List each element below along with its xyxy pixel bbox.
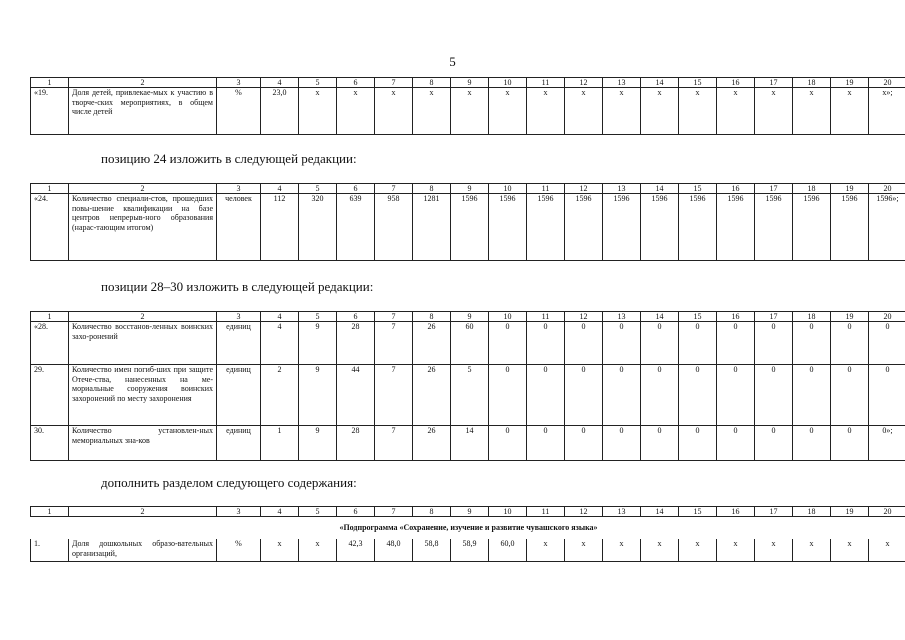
value-cell: 4 bbox=[261, 322, 299, 365]
row-number: «28. bbox=[31, 322, 69, 365]
value-cell: 5 bbox=[451, 365, 489, 426]
column-number: 14 bbox=[641, 78, 679, 88]
value-cell: 0 bbox=[527, 365, 565, 426]
value-cell: 1281 bbox=[413, 194, 451, 261]
value-cell: 23,0 bbox=[261, 88, 299, 135]
row-number: 29. bbox=[31, 365, 69, 426]
column-number: 12 bbox=[565, 78, 603, 88]
column-number: 13 bbox=[603, 312, 641, 322]
value-cell: 0 bbox=[755, 322, 793, 365]
column-number: 2 bbox=[69, 78, 217, 88]
heading-positions-28-30: позиции 28–30 изложить в следующей редакции: bbox=[101, 279, 374, 294]
value-cell: 44 bbox=[337, 365, 375, 426]
value-cell: 0 bbox=[831, 322, 869, 365]
column-number: 2 bbox=[69, 507, 217, 517]
heading-add-section: дополнить разделом следующего содержания: bbox=[101, 475, 357, 490]
value-cell: 639 bbox=[337, 194, 375, 261]
indicator-name: Доля дошкольных образо-вательных организаций, bbox=[69, 539, 217, 562]
value-cell: 26 bbox=[413, 426, 451, 461]
column-number: 19 bbox=[831, 507, 869, 517]
value-cell: 9 bbox=[299, 426, 337, 461]
value-cell: x bbox=[755, 539, 793, 562]
value-cell: 0»; bbox=[869, 426, 905, 461]
column-number: 8 bbox=[413, 78, 451, 88]
value-cell: 0 bbox=[679, 322, 717, 365]
column-number: 20 bbox=[869, 312, 905, 322]
column-number: 19 bbox=[831, 312, 869, 322]
value-cell: 0 bbox=[793, 426, 831, 461]
value-cell: x bbox=[641, 539, 679, 562]
column-number: 5 bbox=[299, 78, 337, 88]
value-cell: x bbox=[489, 88, 527, 135]
value-cell: 0 bbox=[717, 365, 755, 426]
value-cell: x bbox=[299, 539, 337, 562]
value-cell: 0 bbox=[755, 365, 793, 426]
unit-cell: единиц bbox=[217, 322, 261, 365]
value-cell: x bbox=[413, 88, 451, 135]
column-number: 10 bbox=[489, 507, 527, 517]
value-cell: x bbox=[793, 88, 831, 135]
table-position-24 bbox=[30, 183, 905, 261]
column-number-row bbox=[31, 78, 905, 88]
column-number: 10 bbox=[489, 312, 527, 322]
column-number: 19 bbox=[831, 78, 869, 88]
unit-cell: единиц bbox=[217, 365, 261, 426]
table-positions-28-30 bbox=[30, 311, 905, 461]
heading-position-24: позицию 24 изложить в следующей редакции: bbox=[101, 151, 357, 166]
value-cell: 1596 bbox=[755, 194, 793, 261]
column-number: 8 bbox=[413, 507, 451, 517]
value-cell: x bbox=[261, 539, 299, 562]
value-cell: 1596»; bbox=[869, 194, 905, 261]
value-cell: 0 bbox=[679, 365, 717, 426]
column-number: 3 bbox=[217, 184, 261, 194]
value-cell: x»; bbox=[869, 88, 905, 135]
value-cell: 28 bbox=[337, 426, 375, 461]
value-cell: 26 bbox=[413, 365, 451, 426]
value-cell: x bbox=[755, 88, 793, 135]
column-number: 7 bbox=[375, 507, 413, 517]
indicator-name: Количество восстанов-ленных воинских захо-ронений bbox=[69, 322, 217, 365]
column-number: 1 bbox=[31, 312, 69, 322]
value-cell: x bbox=[565, 88, 603, 135]
column-number: 5 bbox=[299, 184, 337, 194]
column-number: 14 bbox=[641, 312, 679, 322]
column-number: 17 bbox=[755, 312, 793, 322]
value-cell: 0 bbox=[755, 426, 793, 461]
column-number: 11 bbox=[527, 507, 565, 517]
column-number: 11 bbox=[527, 184, 565, 194]
column-number: 7 bbox=[375, 312, 413, 322]
value-cell: 0 bbox=[527, 426, 565, 461]
column-number: 6 bbox=[337, 78, 375, 88]
column-number: 2 bbox=[69, 312, 217, 322]
column-number: 12 bbox=[565, 184, 603, 194]
column-number: 9 bbox=[451, 78, 489, 88]
column-number: 16 bbox=[717, 78, 755, 88]
column-number: 3 bbox=[217, 507, 261, 517]
value-cell: 0 bbox=[603, 365, 641, 426]
value-cell: 1596 bbox=[451, 194, 489, 261]
value-cell: x bbox=[565, 539, 603, 562]
indicator-name: Количество установлен-ных мемориальных зна-ков bbox=[69, 426, 217, 461]
column-number: 18 bbox=[793, 78, 831, 88]
unit-cell: человек bbox=[217, 194, 261, 261]
value-cell: 0 bbox=[603, 426, 641, 461]
value-cell: 58,8 bbox=[413, 539, 451, 562]
column-number: 20 bbox=[869, 184, 905, 194]
value-cell: x bbox=[603, 88, 641, 135]
value-cell: x bbox=[869, 539, 905, 562]
row-number: 1. bbox=[31, 539, 69, 562]
column-number: 10 bbox=[489, 78, 527, 88]
value-cell: 0 bbox=[831, 426, 869, 461]
column-number: 6 bbox=[337, 184, 375, 194]
column-number: 4 bbox=[261, 78, 299, 88]
column-number: 15 bbox=[679, 184, 717, 194]
value-cell: 7 bbox=[375, 322, 413, 365]
table-row bbox=[31, 322, 905, 365]
column-number: 8 bbox=[413, 184, 451, 194]
value-cell: 1596 bbox=[717, 194, 755, 261]
column-number: 16 bbox=[717, 312, 755, 322]
column-number: 17 bbox=[755, 507, 793, 517]
column-number: 9 bbox=[451, 184, 489, 194]
column-number: 6 bbox=[337, 312, 375, 322]
column-number: 9 bbox=[451, 507, 489, 517]
column-number: 3 bbox=[217, 312, 261, 322]
value-cell: 0 bbox=[717, 426, 755, 461]
indicator-name: Количество имен погиб-ших при защите Отече-ства, нанесенных на ме-мориальные сооружения воинских захоронений по месту захоронения bbox=[69, 365, 217, 426]
table-new-subprogram bbox=[30, 506, 905, 562]
column-number: 13 bbox=[603, 184, 641, 194]
value-cell: 0 bbox=[793, 322, 831, 365]
table-row bbox=[31, 365, 905, 426]
column-number: 9 bbox=[451, 312, 489, 322]
table-row bbox=[31, 426, 905, 461]
value-cell: 2 bbox=[261, 365, 299, 426]
unit-cell: % bbox=[217, 539, 261, 562]
column-number: 4 bbox=[261, 507, 299, 517]
value-cell: 1596 bbox=[565, 194, 603, 261]
value-cell: 14 bbox=[451, 426, 489, 461]
column-number: 14 bbox=[641, 507, 679, 517]
column-number: 20 bbox=[869, 507, 905, 517]
value-cell: 58,9 bbox=[451, 539, 489, 562]
value-cell: 60,0 bbox=[489, 539, 527, 562]
table-row bbox=[31, 194, 905, 261]
value-cell: x bbox=[717, 88, 755, 135]
row-number: «24. bbox=[31, 194, 69, 261]
value-cell: 1596 bbox=[831, 194, 869, 261]
value-cell: x bbox=[337, 88, 375, 135]
value-cell: 0 bbox=[641, 322, 679, 365]
value-cell: x bbox=[375, 88, 413, 135]
value-cell: 112 bbox=[261, 194, 299, 261]
column-number: 18 bbox=[793, 507, 831, 517]
value-cell: 0 bbox=[489, 365, 527, 426]
value-cell: 9 bbox=[299, 322, 337, 365]
value-cell: 0 bbox=[527, 322, 565, 365]
value-cell: 1596 bbox=[641, 194, 679, 261]
column-number: 6 bbox=[337, 507, 375, 517]
column-number-row bbox=[31, 507, 905, 517]
column-number: 16 bbox=[717, 184, 755, 194]
value-cell: x bbox=[451, 88, 489, 135]
table-position-19 bbox=[30, 77, 905, 135]
value-cell: 1596 bbox=[679, 194, 717, 261]
column-number: 16 bbox=[717, 507, 755, 517]
value-cell: 0 bbox=[489, 426, 527, 461]
value-cell: 958 bbox=[375, 194, 413, 261]
subprogram-title-row bbox=[31, 517, 905, 540]
column-number: 1 bbox=[31, 507, 69, 517]
column-number: 13 bbox=[603, 507, 641, 517]
column-number: 1 bbox=[31, 78, 69, 88]
column-number-row bbox=[31, 312, 905, 322]
value-cell: x bbox=[717, 539, 755, 562]
column-number: 3 bbox=[217, 78, 261, 88]
value-cell: 0 bbox=[793, 365, 831, 426]
value-cell: 0 bbox=[489, 322, 527, 365]
page-number: 5 bbox=[449, 54, 456, 69]
column-number: 15 bbox=[679, 507, 717, 517]
column-number: 1 bbox=[31, 184, 69, 194]
subprogram-title: «Подпрограмма «Сохранение, изучение и развитие чувашского языка» bbox=[339, 523, 598, 533]
value-cell: 7 bbox=[375, 365, 413, 426]
column-number: 20 bbox=[869, 78, 905, 88]
value-cell: 320 bbox=[299, 194, 337, 261]
column-number: 15 bbox=[679, 312, 717, 322]
value-cell: x bbox=[641, 88, 679, 135]
value-cell: x bbox=[527, 539, 565, 562]
value-cell: 0 bbox=[869, 322, 905, 365]
indicator-name: Количество специали-стов, прошедших повы-шение квалификации на базе центров непрерыв-ного образования (нарас-тающим итогом) bbox=[69, 194, 217, 261]
column-number: 7 bbox=[375, 184, 413, 194]
value-cell: 1596 bbox=[489, 194, 527, 261]
value-cell: 0 bbox=[603, 322, 641, 365]
indicator-name: Доля детей, привлекае-мых к участию в творче-ских мероприятиях, в общем числе детей bbox=[69, 88, 217, 135]
value-cell: 0 bbox=[565, 365, 603, 426]
column-number: 4 bbox=[261, 312, 299, 322]
value-cell: 26 bbox=[413, 322, 451, 365]
value-cell: 1 bbox=[261, 426, 299, 461]
unit-cell: единиц bbox=[217, 426, 261, 461]
column-number: 14 bbox=[641, 184, 679, 194]
value-cell: 7 bbox=[375, 426, 413, 461]
value-cell: x bbox=[299, 88, 337, 135]
column-number: 15 bbox=[679, 78, 717, 88]
column-number: 13 bbox=[603, 78, 641, 88]
value-cell: 0 bbox=[565, 426, 603, 461]
value-cell: 9 bbox=[299, 365, 337, 426]
value-cell: 42,3 bbox=[337, 539, 375, 562]
column-number: 2 bbox=[69, 184, 217, 194]
value-cell: 0 bbox=[641, 365, 679, 426]
column-number: 11 bbox=[527, 78, 565, 88]
value-cell: 0 bbox=[679, 426, 717, 461]
column-number: 19 bbox=[831, 184, 869, 194]
value-cell: x bbox=[831, 539, 869, 562]
column-number: 5 bbox=[299, 312, 337, 322]
column-number: 10 bbox=[489, 184, 527, 194]
row-number: 30. bbox=[31, 426, 69, 461]
value-cell: x bbox=[603, 539, 641, 562]
value-cell: x bbox=[679, 539, 717, 562]
value-cell: x bbox=[527, 88, 565, 135]
unit-cell: % bbox=[217, 88, 261, 135]
value-cell: x bbox=[679, 88, 717, 135]
table-row bbox=[31, 88, 905, 135]
column-number: 7 bbox=[375, 78, 413, 88]
column-number: 11 bbox=[527, 312, 565, 322]
column-number: 12 bbox=[565, 507, 603, 517]
column-number: 18 bbox=[793, 184, 831, 194]
column-number: 12 bbox=[565, 312, 603, 322]
column-number: 17 bbox=[755, 184, 793, 194]
value-cell: 0 bbox=[565, 322, 603, 365]
value-cell: 48,0 bbox=[375, 539, 413, 562]
column-number: 17 bbox=[755, 78, 793, 88]
value-cell: x bbox=[831, 88, 869, 135]
column-number-row bbox=[31, 184, 905, 194]
value-cell: 0 bbox=[717, 322, 755, 365]
value-cell: 0 bbox=[831, 365, 869, 426]
table-row bbox=[31, 539, 905, 562]
column-number: 18 bbox=[793, 312, 831, 322]
value-cell: 1596 bbox=[793, 194, 831, 261]
row-number: «19. bbox=[31, 88, 69, 135]
value-cell: x bbox=[793, 539, 831, 562]
column-number: 4 bbox=[261, 184, 299, 194]
value-cell: 60 bbox=[451, 322, 489, 365]
value-cell: 0 bbox=[641, 426, 679, 461]
column-number: 8 bbox=[413, 312, 451, 322]
column-number: 5 bbox=[299, 507, 337, 517]
value-cell: 28 bbox=[337, 322, 375, 365]
value-cell: 0 bbox=[869, 365, 905, 426]
value-cell: 1596 bbox=[527, 194, 565, 261]
value-cell: 1596 bbox=[603, 194, 641, 261]
